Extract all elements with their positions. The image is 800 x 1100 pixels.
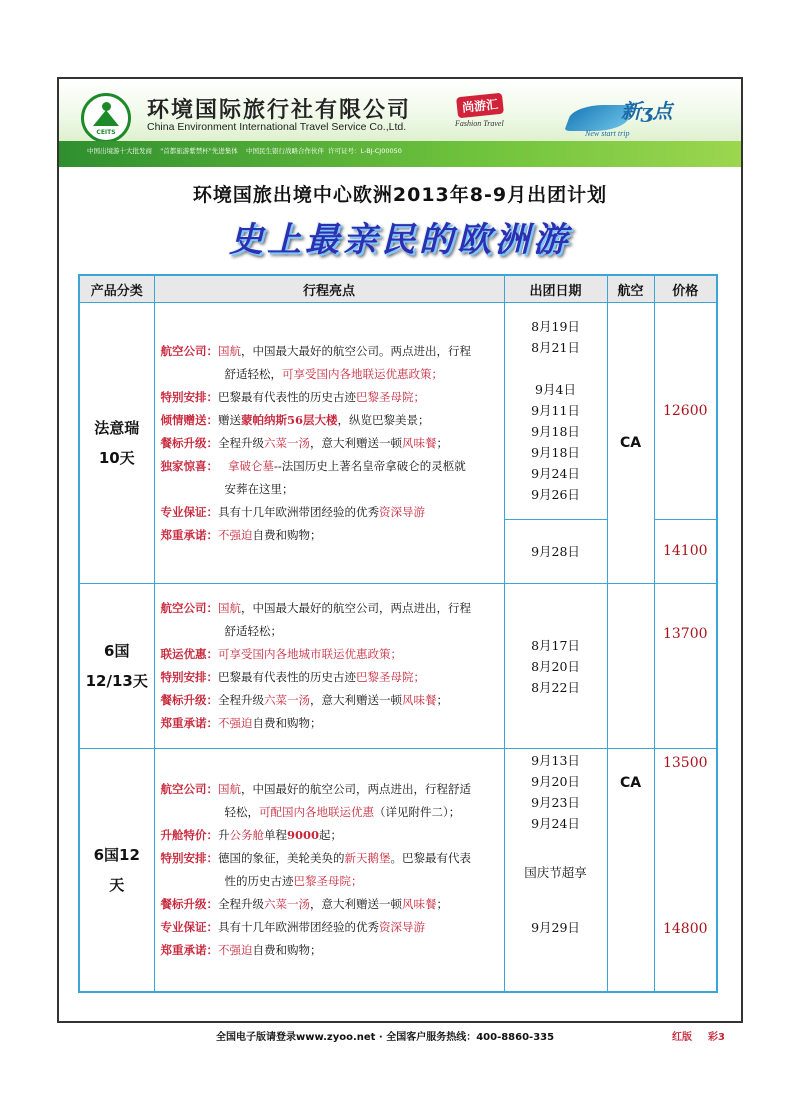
header-tagline: 中国出境游十大批发商 "首都旅游紫禁杯"先进集体 中国民生银行战略合作伙伴 许可证号：L-BJ-CJ00050 xyxy=(87,147,402,155)
header-banner xyxy=(59,79,741,167)
holiday-label: 国庆节超享 xyxy=(524,865,587,880)
table-row xyxy=(79,303,717,520)
table-row xyxy=(79,584,717,749)
category-name: 6国 xyxy=(104,642,130,660)
dates-cell: 8月17日 8月20日 8月22日 xyxy=(504,584,607,749)
category-days: 天 xyxy=(109,876,125,894)
page-title: 环境国旅出境中心欧洲2013年8-9月出团计划 xyxy=(192,184,608,206)
highlights-cell: 航空公司：国航，中国最好的航空公司，两点进出，行程舒适 轻松，可配国内各地联运优惠（详见附件二）； 升舱特价：升公务舱单程9000起； 特别安排：德国的象征，美轮美奂的新天鹅堡。巴黎最有代表 性的历史古迹巴黎圣母院； 餐标升级：全程升级六菜一汤，意大利赠送一顿风味餐； 专业保证：具有十几年欧洲带团经验的优秀资深导游 郑重承诺：不强迫自费和购物； xyxy=(154,749,504,993)
dates-cell: 8月19日 8月21日 9月4日 9月11日 9月18日 9月18日 9月24日 9月26日 xyxy=(504,303,607,520)
category-days: 10天 xyxy=(98,449,135,467)
table-row xyxy=(79,749,717,993)
ceits-logo xyxy=(81,93,131,143)
price-cell: 14100 xyxy=(654,519,717,583)
new-start-en: New start trip xyxy=(585,129,630,138)
header-category: 产品分类 xyxy=(79,275,154,303)
tour-plan-table xyxy=(78,274,718,993)
category-name: 6国12 xyxy=(93,846,140,864)
category-cell xyxy=(79,303,154,584)
category-cell xyxy=(79,584,154,749)
airline-cell: CA xyxy=(607,303,654,584)
dates-cell: 9月13日 9月20日 9月23日 9月24日 国庆节超享 9月29日 xyxy=(504,749,607,993)
category-name: 法意瑞 xyxy=(94,419,140,437)
header-airline: 航空 xyxy=(607,275,654,303)
price-cell: 12600 xyxy=(654,303,717,520)
page-subtitle: 史上最亲民的欧洲游 xyxy=(229,220,571,260)
table-header-row xyxy=(79,275,717,303)
new-start-logo xyxy=(569,91,719,141)
airline-cell xyxy=(607,584,654,749)
company-name-en: China Environment International Travel Service Co.,Ltd. xyxy=(147,121,407,133)
header-highlights: 行程亮点 xyxy=(154,275,504,303)
price-cell: 13700 xyxy=(654,584,717,749)
footer-page: 彩3 xyxy=(708,1032,725,1043)
highlights-cell: 航空公司：国航，中国最大最好的航空公司，两点进出，行程 舒适轻松； 联运优惠：可享受国内各地城市联运优惠政策； 特别安排：巴黎最有代表性的历史古迹巴黎圣母院； 餐标升级：全程升级六菜一汤，意大利赠送一顿风味餐； 郑重承诺：不强迫自费和购物； xyxy=(154,584,504,749)
footer-edition: 红版 xyxy=(672,1032,692,1043)
fashion-en: Fashion Travel xyxy=(455,119,504,128)
category-cell xyxy=(79,749,154,993)
header-price: 价格 xyxy=(654,275,717,303)
dates-cell: 9月28日 xyxy=(504,519,607,583)
highlights-cell: 航空公司：国航，中国最大最好的航空公司。两点进出，行程 舒适轻松，可享受国内各地联运优惠政策； 特别安排：巴黎最有代表性的历史古迹巴黎圣母院； 倾情赠送：赠送蒙帕纳斯56层大楼，纵览巴黎美景； 餐标升级：全程升级六菜一汤，意大利赠送一顿风味餐； 独家惊喜： 拿破仑墓--法国历史上著名皇帝拿破仑的灵柩就 安葬在这里； 专业保证：具有十几年欧洲带团经验的优秀资深导游 郑重承诺：不强迫自费和购物； xyxy=(154,303,504,584)
logo-label: CEITS xyxy=(96,129,116,136)
new-start-cn: 新ʒ点 xyxy=(621,99,673,123)
header-dates: 出团日期 xyxy=(504,275,607,303)
category-days: 12/13天 xyxy=(85,672,148,690)
footer-site: 全国电子版请登录www.zyoo.net · 全国客户服务热线：400-8860-335 xyxy=(216,1032,555,1043)
company-name-cn: 环境国际旅行社有限公司 xyxy=(147,98,412,123)
fashion-brand: 尚游汇 xyxy=(456,93,504,119)
mountain-icon xyxy=(93,110,119,126)
price-cell: 13500 14800 xyxy=(654,749,717,993)
fashion-travel-logo xyxy=(451,95,517,135)
airline-cell: CA xyxy=(607,749,654,993)
